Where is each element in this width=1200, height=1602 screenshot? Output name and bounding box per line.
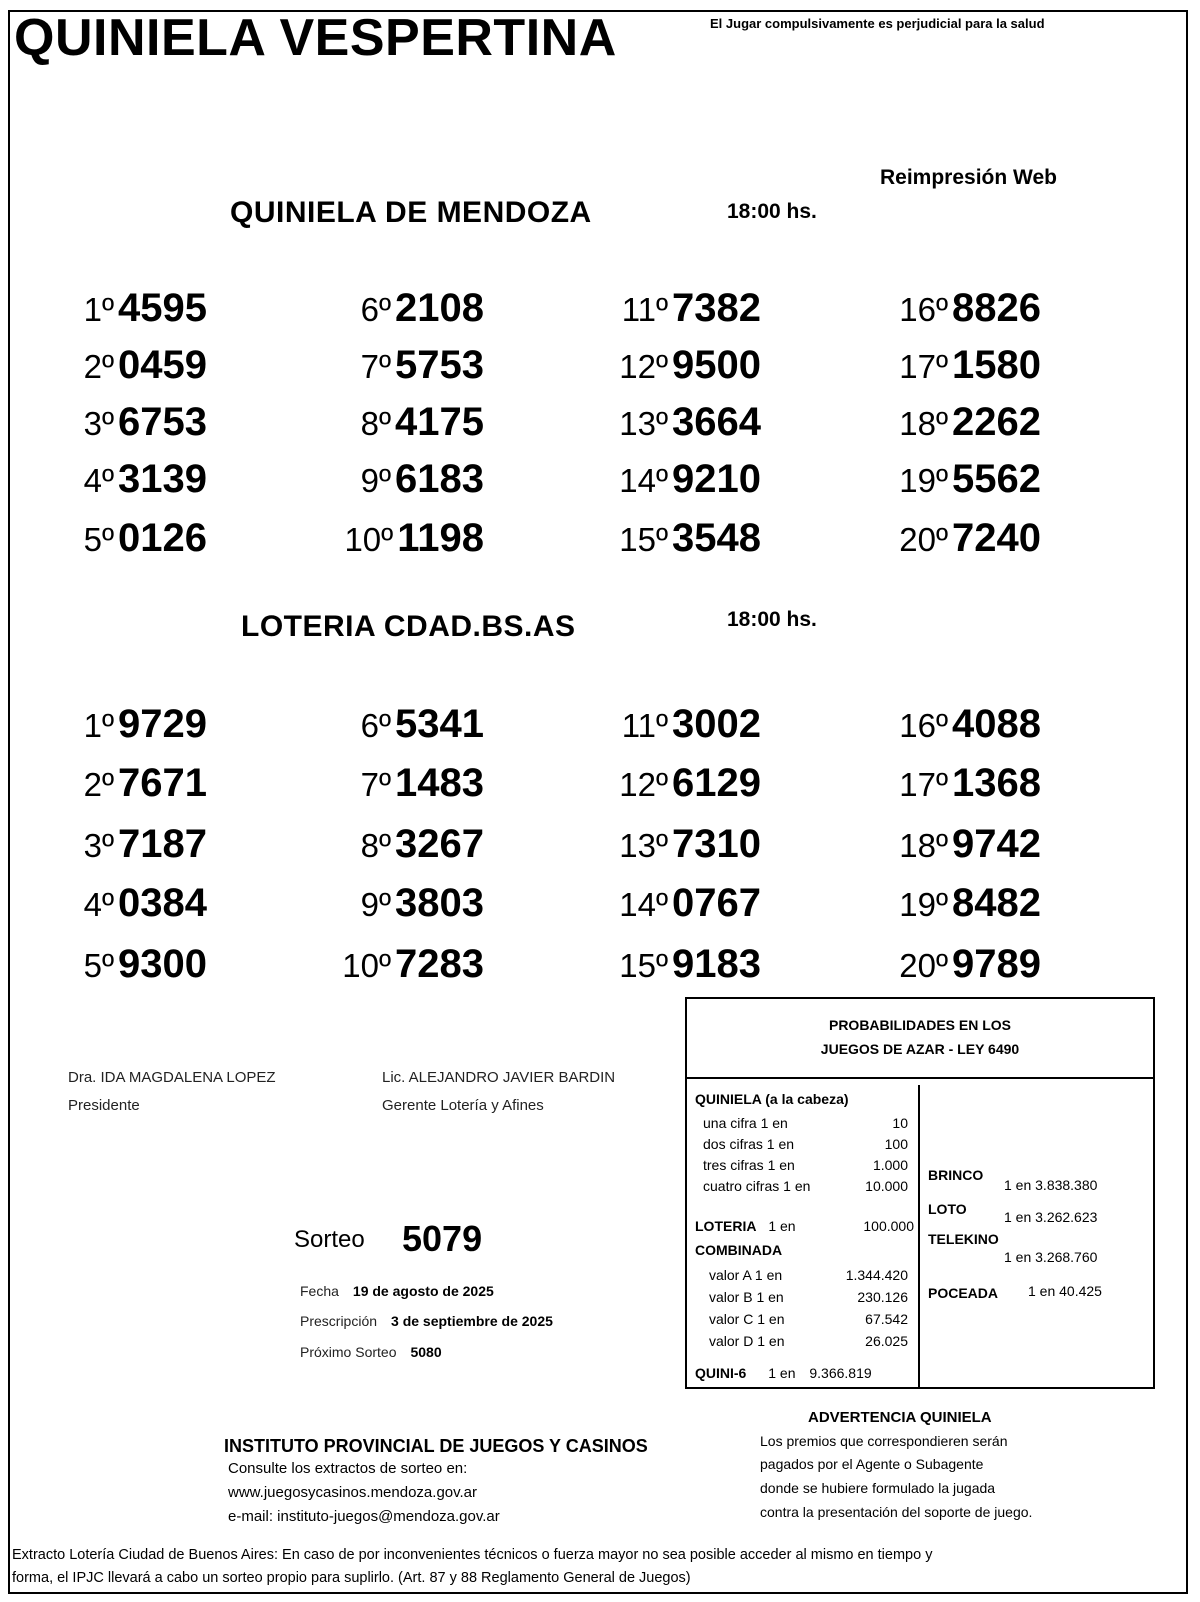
draw-number: 1368 xyxy=(952,761,1041,805)
draw-position: 4º xyxy=(83,886,115,923)
draw-result xyxy=(7,761,207,806)
probabilities-title-2: JUEGOS DE AZAR - LEY 6490 xyxy=(820,1041,1020,1057)
draw-number: 3803 xyxy=(395,881,484,925)
draw-position: 4º xyxy=(83,462,115,499)
draw-position: 13º xyxy=(619,405,669,442)
advertencia-line: pagados por el Agente o Subagente xyxy=(760,1456,984,1472)
draw-result xyxy=(841,457,1041,502)
draw-result xyxy=(284,343,484,388)
probabilities-box xyxy=(685,997,1155,1389)
prescripcion-value: 3 de septiembre de 2025 xyxy=(391,1313,553,1329)
draw-position: 3º xyxy=(83,405,115,442)
draw-result xyxy=(561,881,761,926)
brinco-value: 1 en 3.838.380 xyxy=(1004,1177,1098,1193)
draw-result xyxy=(561,702,761,747)
draw-result xyxy=(841,702,1041,747)
draw-result xyxy=(561,761,761,806)
draw-position: 14º xyxy=(619,886,669,923)
draw-number: 6753 xyxy=(118,400,207,444)
probabilities-left xyxy=(687,1085,920,1387)
draw-number: 9742 xyxy=(952,822,1041,866)
draw-number: 6183 xyxy=(395,457,484,501)
draw-position: 12º xyxy=(619,766,669,803)
probability-label: dos cifras 1 en xyxy=(703,1136,795,1152)
probability-value: 100 xyxy=(884,1136,908,1152)
draw-position: 9º xyxy=(360,886,392,923)
draw-position: 11º xyxy=(621,707,669,744)
draw-position: 8º xyxy=(360,827,392,864)
reprint-label: Reimpresión Web xyxy=(880,166,1057,189)
fecha-label: Fecha xyxy=(300,1283,339,1299)
draw-position: 20º xyxy=(899,947,949,984)
draw-number: 0384 xyxy=(118,881,207,925)
draw-result xyxy=(7,881,207,926)
draw-result xyxy=(7,343,207,388)
proximo-label: Próximo Sorteo xyxy=(300,1344,397,1360)
probability-value: 1.344.420 xyxy=(845,1267,908,1283)
telekino-label: TELEKINO xyxy=(928,1231,999,1247)
draw-number: 2262 xyxy=(952,400,1041,444)
draw-position: 15º xyxy=(619,521,669,558)
combinada-title: COMBINADA xyxy=(695,1242,783,1258)
advertencia-line: donde se hubiere formulado la jugada xyxy=(760,1480,996,1496)
draw-result xyxy=(561,343,761,388)
draw-position: 17º xyxy=(899,766,949,803)
advertencia-title: ADVERTENCIA QUINIELA xyxy=(808,1409,992,1426)
quini6-value: 9.366.819 xyxy=(809,1365,872,1381)
draw-result xyxy=(561,286,761,331)
probability-value: 67.542 xyxy=(865,1311,908,1327)
probability-label: valor D 1 en xyxy=(709,1333,785,1349)
institute-url[interactable]: www.juegosycasinos.mendoza.gov.ar xyxy=(228,1484,478,1501)
draw-position: 14º xyxy=(619,462,669,499)
draw-position: 16º xyxy=(899,707,949,744)
draw-position: 9º xyxy=(360,462,392,499)
fecha-value: 19 de agosto de 2025 xyxy=(352,1283,494,1299)
institute-email[interactable]: e-mail: instituto-juegos@mendoza.gov.ar xyxy=(228,1508,500,1525)
probabilities-header xyxy=(687,999,1153,1079)
draw-number: 6129 xyxy=(672,761,761,805)
draw-result xyxy=(561,942,761,987)
draw-number: 7382 xyxy=(672,286,761,330)
draw-result xyxy=(561,822,761,867)
draw-position: 12º xyxy=(619,348,669,385)
draw-position: 2º xyxy=(83,766,115,803)
brinco-label: BRINCO xyxy=(928,1167,984,1183)
draw-number: 1198 xyxy=(397,516,484,560)
quini6-en: 1 en xyxy=(768,1365,796,1381)
probabilities-right xyxy=(920,1085,1153,1387)
health-warning: El Jugar compulsivamente es perjudicial para la salud xyxy=(710,16,1045,31)
draw-result xyxy=(284,761,484,806)
draw-position: 5º xyxy=(83,521,115,558)
draw-position: 6º xyxy=(360,707,392,744)
signature-president xyxy=(68,1064,276,1120)
draw-number: 5341 xyxy=(395,702,484,746)
probability-value: 26.025 xyxy=(865,1333,908,1349)
loto-value: 1 en 3.262.623 xyxy=(1004,1209,1098,1225)
probability-label: tres cifras 1 en xyxy=(703,1157,795,1173)
footer-line-1: Extracto Lotería Ciudad de Buenos Aires: En caso de por inconvenientes técnicos o fuerza mayor no sea posible acceder al mismo en tiempo y xyxy=(12,1547,933,1563)
poceada-label: POCEADA xyxy=(928,1285,999,1301)
probability-label: valor B 1 en xyxy=(709,1289,784,1305)
draw-number: 5753 xyxy=(395,343,484,387)
proximo-row xyxy=(300,1344,442,1360)
draw-result xyxy=(284,881,484,926)
draw-number: 8482 xyxy=(952,881,1041,925)
draw-number: 9789 xyxy=(952,942,1041,986)
draw-result xyxy=(7,400,207,445)
draw-result xyxy=(841,286,1041,331)
draw-position: 18º xyxy=(899,827,949,864)
draw-position: 3º xyxy=(83,827,115,864)
draw-position: 18º xyxy=(899,405,949,442)
draw-position: 15º xyxy=(619,947,669,984)
main-title: QUINIELA VESPERTINA xyxy=(14,9,617,67)
draw-position: 11º xyxy=(621,291,669,328)
draw-result xyxy=(284,516,484,561)
draw-number: 4175 xyxy=(395,400,484,444)
draw-position: 1º xyxy=(83,707,115,744)
quiniela-title: QUINIELA (a la cabeza) xyxy=(695,1091,849,1107)
draw-position: 17º xyxy=(899,348,949,385)
draw-number: 3267 xyxy=(395,822,484,866)
signature-manager xyxy=(382,1064,615,1120)
draw-position: 10º xyxy=(342,947,392,984)
draw-result xyxy=(284,702,484,747)
draw-number: 9729 xyxy=(118,702,207,746)
telekino-value: 1 en 3.268.760 xyxy=(1004,1249,1098,1265)
fecha-row xyxy=(300,1283,494,1299)
draw-result xyxy=(841,761,1041,806)
prescripcion-row xyxy=(300,1313,553,1329)
probability-value: 1.000 xyxy=(872,1157,908,1173)
draw-number: 7671 xyxy=(118,761,207,805)
draw-number: 4595 xyxy=(118,286,207,330)
probability-label: valor A 1 en xyxy=(709,1267,783,1283)
draw-result xyxy=(7,702,207,747)
draw-result xyxy=(284,457,484,502)
draw-position: 19º xyxy=(899,886,949,923)
loteria-label: LOTERIA xyxy=(695,1218,757,1234)
section-title-loteria: LOTERIA CDAD.BS.AS xyxy=(241,610,576,643)
sorteo-number: 5079 xyxy=(402,1218,483,1259)
sorteo-label: Sorteo xyxy=(294,1226,365,1253)
draw-result xyxy=(841,942,1041,987)
draw-result xyxy=(7,822,207,867)
probability-label: cuatro cifras 1 en xyxy=(703,1178,811,1194)
draw-position: 7º xyxy=(360,766,392,803)
draw-position: 2º xyxy=(83,348,115,385)
draw-number: 0767 xyxy=(672,881,761,925)
probabilities-title-1: PROBABILIDADES EN LOS xyxy=(828,1017,1011,1033)
advertencia-line: Los premios que correspondieren serán xyxy=(760,1433,1008,1449)
probability-label: valor C 1 en xyxy=(709,1311,785,1327)
draw-number: 4088 xyxy=(952,702,1041,746)
prescripcion-label: Prescripción xyxy=(300,1313,378,1329)
draw-position: 19º xyxy=(899,462,949,499)
draw-result xyxy=(284,942,484,987)
draw-number: 0126 xyxy=(118,516,207,560)
draw-position: 20º xyxy=(899,521,949,558)
draw-result xyxy=(7,457,207,502)
draw-number: 9500 xyxy=(672,343,761,387)
draw-number: 8826 xyxy=(952,286,1041,330)
loto-label: LOTO xyxy=(928,1201,967,1217)
quini6-label: QUINI-6 xyxy=(695,1365,747,1381)
loteria-en: 1 en xyxy=(768,1218,796,1234)
draw-number: 7187 xyxy=(118,822,207,866)
signature-role: Gerente Lotería y Afines xyxy=(382,1097,544,1114)
draw-number: 1483 xyxy=(395,761,484,805)
draw-result xyxy=(841,881,1041,926)
section-time-loteria: 18:00 hs. xyxy=(727,608,817,631)
draw-number: 0459 xyxy=(118,343,207,387)
institute-title: INSTITUTO PROVINCIAL DE JUEGOS Y CASINOS xyxy=(224,1436,648,1456)
draw-position: 1º xyxy=(83,291,115,328)
signature-role: Presidente xyxy=(68,1097,140,1114)
section-title-mendoza: QUINIELA DE MENDOZA xyxy=(230,196,592,229)
draw-position: 16º xyxy=(899,291,949,328)
draw-position: 8º xyxy=(360,405,392,442)
signature-name: Lic. ALEJANDRO JAVIER BARDIN xyxy=(382,1069,616,1086)
draw-number: 3002 xyxy=(672,702,761,746)
advertencia-line: contra la presentación del soporte de juego. xyxy=(760,1504,1033,1520)
draw-number: 9300 xyxy=(118,942,207,986)
draw-result xyxy=(841,343,1041,388)
draw-number: 9183 xyxy=(672,942,761,986)
draw-result xyxy=(7,286,207,331)
draw-number: 7240 xyxy=(952,516,1041,560)
draw-position: 6º xyxy=(360,291,392,328)
draw-result xyxy=(7,942,207,987)
draw-number: 7310 xyxy=(672,822,761,866)
draw-number: 2108 xyxy=(395,286,484,330)
draw-result xyxy=(284,286,484,331)
draw-number: 1580 xyxy=(952,343,1041,387)
draw-number: 5562 xyxy=(952,457,1041,501)
draw-number: 7283 xyxy=(395,942,484,986)
draw-result xyxy=(841,516,1041,561)
draw-result xyxy=(284,400,484,445)
draw-result xyxy=(561,400,761,445)
draw-result xyxy=(561,457,761,502)
probability-value: 10.000 xyxy=(865,1178,908,1194)
draw-position: 13º xyxy=(619,827,669,864)
draw-result xyxy=(561,516,761,561)
draw-number: 9210 xyxy=(672,457,761,501)
probability-value: 230.126 xyxy=(857,1289,908,1305)
institute-consult: Consulte los extractos de sorteo en: xyxy=(228,1460,468,1477)
draw-position: 10º xyxy=(344,521,394,558)
draw-number: 3664 xyxy=(672,400,761,444)
draw-position: 7º xyxy=(360,348,392,385)
probability-label: una cifra 1 en xyxy=(703,1115,788,1131)
signature-name: Dra. IDA MAGDALENA LOPEZ xyxy=(68,1069,276,1086)
proximo-value: 5080 xyxy=(410,1344,442,1360)
draw-result xyxy=(7,516,207,561)
probability-value: 10 xyxy=(892,1115,908,1131)
poceada-value: 1 en 40.425 xyxy=(1028,1283,1102,1299)
draw-result xyxy=(841,822,1041,867)
draw-number: 3548 xyxy=(672,516,761,560)
section-time-mendoza: 18:00 hs. xyxy=(727,200,817,223)
loteria-value: 100.000 xyxy=(863,1218,914,1234)
draw-result xyxy=(841,400,1041,445)
footer-line-2: forma, el IPJC llevará a cabo un sorteo propio para suplirlo. (Art. 87 y 88 Reglamento General de Juegos) xyxy=(12,1570,691,1586)
draw-position: 5º xyxy=(83,947,115,984)
draw-result xyxy=(284,822,484,867)
draw-number: 3139 xyxy=(118,457,207,501)
